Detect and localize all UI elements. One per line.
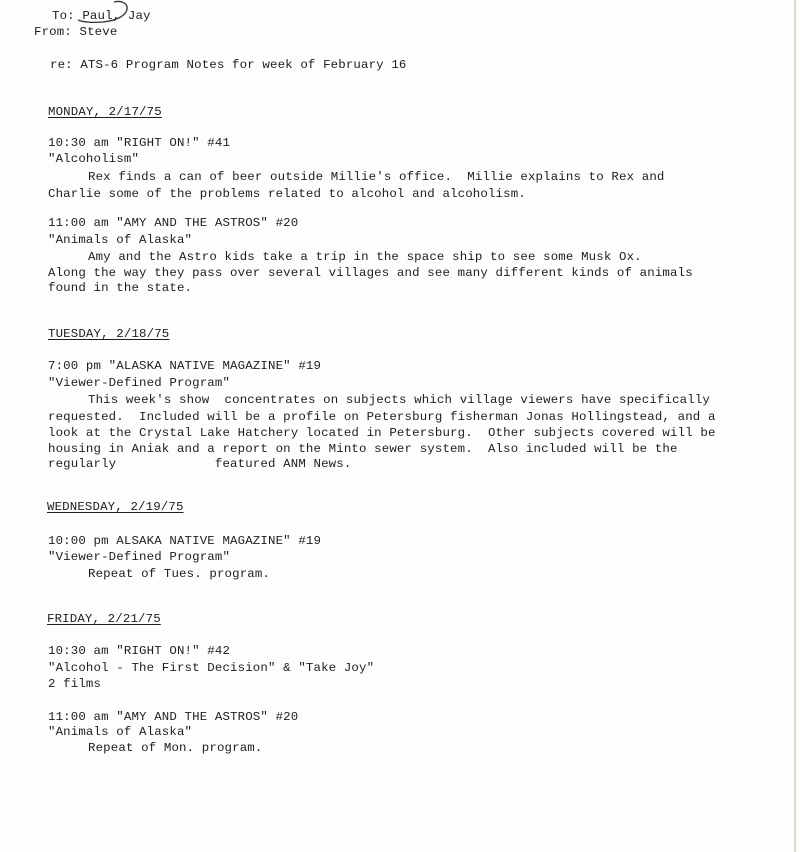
program-description: Repeat of Mon. program. xyxy=(88,741,263,755)
re-line: re: ATS-6 Program Notes for week of February 16 xyxy=(50,58,407,72)
program-description: Along the way they pass over several villages and see many different kinds of animals xyxy=(48,266,693,280)
program-episode: "Viewer-Defined Program" xyxy=(48,376,231,390)
program-description: Amy and the Astro kids take a trip in the space ship to see some Musk Ox. xyxy=(88,250,642,264)
program-time-title: 10:30 am "RIGHT ON!" #41 xyxy=(48,136,231,150)
program-time-title: 10:30 am "RIGHT ON!" #42 xyxy=(48,644,231,658)
tuesday-heading: TUESDAY, 2/18/75 xyxy=(48,327,170,341)
program-description: Repeat of Tues. program. xyxy=(88,567,271,581)
program-description: Rex finds a can of beer outside Millie's office. Millie explains to Rex and xyxy=(88,170,665,184)
program-episode: "Animals of Alaska" xyxy=(48,725,193,739)
monday-heading: MONDAY, 2/17/75 xyxy=(48,105,162,119)
page-edge-shadow xyxy=(794,0,796,852)
program-episode: "Animals of Alaska" xyxy=(48,233,193,247)
program-description: 2 films xyxy=(48,677,102,691)
program-description: housing in Aniak and a report on the Minto sewer system. Also included will be the xyxy=(48,442,678,456)
to-line: To: Paul, Jay xyxy=(52,9,151,23)
program-time-title: 10:00 pm ALSAKA NATIVE MAGAZINE" #19 xyxy=(48,534,322,548)
program-time-title: 7:00 pm "ALASKA NATIVE MAGAZINE" #19 xyxy=(48,359,322,373)
program-description: look at the Crystal Lake Hatchery located in Petersburg. Other subjects covered will be xyxy=(48,426,716,440)
program-description: This week's show concentrates on subjects which village viewers have specifically xyxy=(88,393,711,407)
program-description: Charlie some of the problems related to alcohol and alcoholism. xyxy=(48,187,526,201)
program-episode: "Viewer-Defined Program" xyxy=(48,550,231,564)
from-line: From: Steve xyxy=(34,25,118,39)
program-description: regularly featured ANM News. xyxy=(48,457,352,471)
program-episode: "Alcoholism" xyxy=(48,152,140,166)
program-episode: "Alcohol - The First Decision" & "Take Joy" xyxy=(48,661,375,675)
wednesday-heading: WEDNESDAY, 2/19/75 xyxy=(47,500,184,514)
program-time-title: 11:00 am "AMY AND THE ASTROS" #20 xyxy=(48,216,299,230)
program-description: requested. Included will be a profile on Petersburg fisherman Jonas Hollingstead, and a xyxy=(48,410,716,424)
program-description: found in the state. xyxy=(48,281,193,295)
friday-heading: FRIDAY, 2/21/75 xyxy=(47,612,161,626)
program-time-title: 11:00 am "AMY AND THE ASTROS" #20 xyxy=(48,710,299,724)
